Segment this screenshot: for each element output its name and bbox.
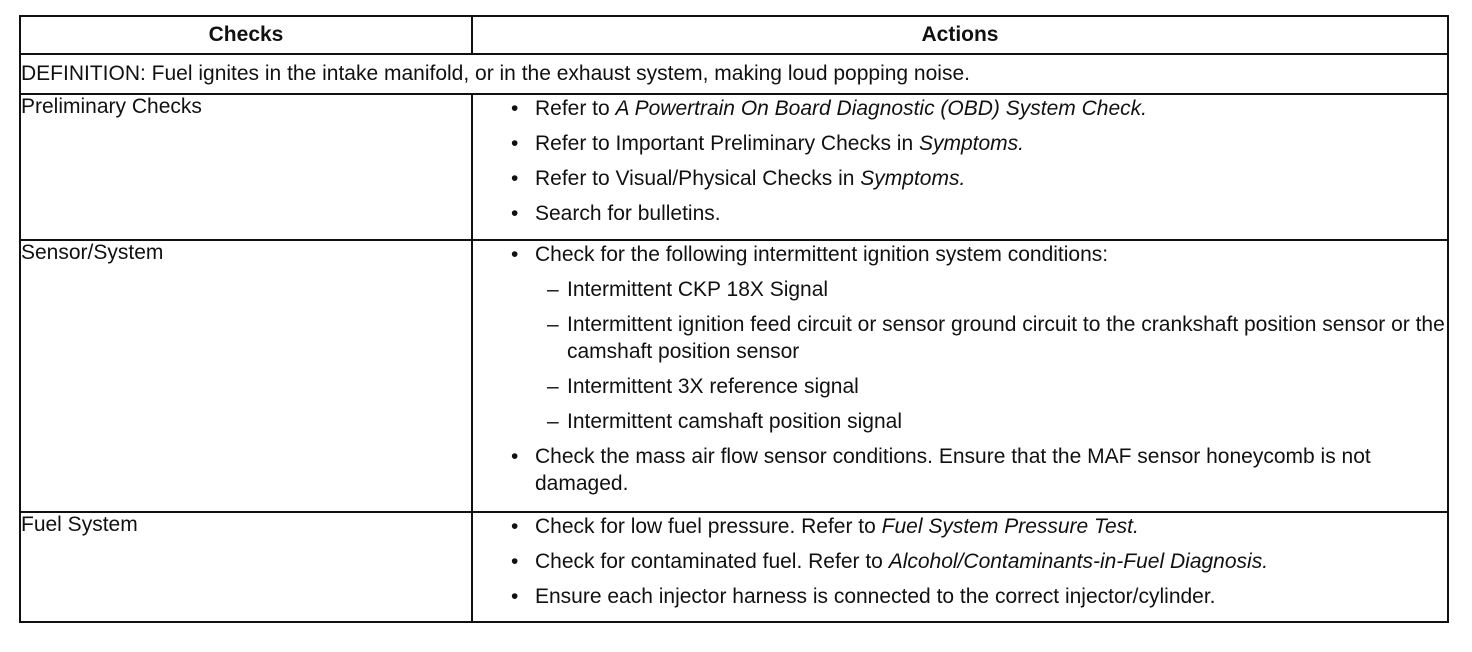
action-item: [511, 443, 1447, 497]
bullet-glyph: •: [511, 585, 519, 608]
dash-glyph: –: [547, 278, 559, 301]
action-list: [473, 513, 1447, 610]
procedure-reference: A Powertrain On Board Diagnostic (OBD) System Check.: [615, 97, 1147, 120]
bullet-glyph: •: [511, 132, 519, 155]
action-text: Check for the following intermittent ignition system conditions:: [535, 243, 1109, 266]
dash-glyph: –: [547, 410, 559, 433]
action-list: [473, 95, 1447, 227]
action-item: [511, 130, 1447, 157]
bullet-glyph: •: [511, 445, 519, 468]
procedure-reference: Symptoms.: [860, 167, 966, 190]
row-label-preliminary-checks: Preliminary Checks: [20, 94, 472, 240]
bullet-glyph: •: [511, 515, 519, 538]
row-label-sensor-system: Sensor/System: [20, 240, 472, 512]
bullet-glyph: •: [511, 97, 519, 120]
action-list: [473, 241, 1447, 497]
sub-action-item: [547, 373, 1447, 400]
bullet-glyph: •: [511, 550, 519, 573]
diagnostic-table: [19, 15, 1449, 623]
action-text: Refer to: [535, 97, 616, 120]
sub-action-text: Intermittent 3X reference signal: [567, 375, 859, 398]
action-item: [511, 583, 1447, 610]
action-text: Check for contaminated fuel. Refer to: [535, 550, 889, 573]
action-text: Check for low fuel pressure. Refer to: [535, 515, 882, 538]
action-text: Refer to Important Preliminary Checks in: [535, 132, 919, 155]
action-item: [511, 200, 1447, 227]
header-row: [20, 16, 1448, 54]
action-item: [511, 548, 1447, 575]
procedure-reference: Symptoms.: [918, 132, 1024, 155]
action-item: [511, 95, 1447, 122]
header-actions: Actions: [472, 16, 1448, 54]
action-item: [511, 241, 1447, 435]
row-actions: [472, 512, 1448, 622]
sub-action-list: [535, 276, 1447, 435]
sub-action-item: [547, 311, 1447, 365]
table-row: [20, 94, 1448, 240]
sub-action-text: Intermittent camshaft position signal: [567, 410, 902, 433]
action-text: Ensure each injector harness is connected to the correct injector/cylinder.: [535, 585, 1216, 608]
table-row: [20, 240, 1448, 512]
action-item: [511, 165, 1447, 192]
sub-action-item: [547, 408, 1447, 435]
dash-glyph: –: [547, 313, 559, 336]
bullet-glyph: •: [511, 243, 519, 266]
sub-action-item: [547, 276, 1447, 303]
dash-glyph: –: [547, 375, 559, 398]
bullet-glyph: •: [511, 202, 519, 225]
row-actions: [472, 240, 1448, 512]
row-label-fuel-system: Fuel System: [20, 512, 472, 622]
header-checks: Checks: [20, 16, 472, 54]
action-text: Search for bulletins.: [535, 202, 721, 225]
procedure-reference: Fuel System Pressure Test.: [881, 515, 1139, 538]
action-text: Check the mass air flow sensor conditions. Ensure that the MAF sensor honeycomb is not damaged.: [535, 445, 1371, 495]
row-actions: [472, 94, 1448, 240]
definition-row: [20, 54, 1448, 94]
definition-text: DEFINITION: Fuel ignites in the intake manifold, or in the exhaust system, making loud popping noise.: [20, 54, 1448, 94]
action-text: Refer to Visual/Physical Checks in: [535, 167, 861, 190]
action-item: [511, 513, 1447, 540]
sub-action-text: Intermittent ignition feed circuit or sensor ground circuit to the crankshaft position sensor or the camshaft position sensor: [567, 313, 1445, 363]
bullet-glyph: •: [511, 167, 519, 190]
sub-action-text: Intermittent CKP 18X Signal: [567, 278, 829, 301]
table-row: [20, 512, 1448, 622]
procedure-reference: Alcohol/Contaminants-in-Fuel Diagnosis.: [888, 550, 1269, 573]
